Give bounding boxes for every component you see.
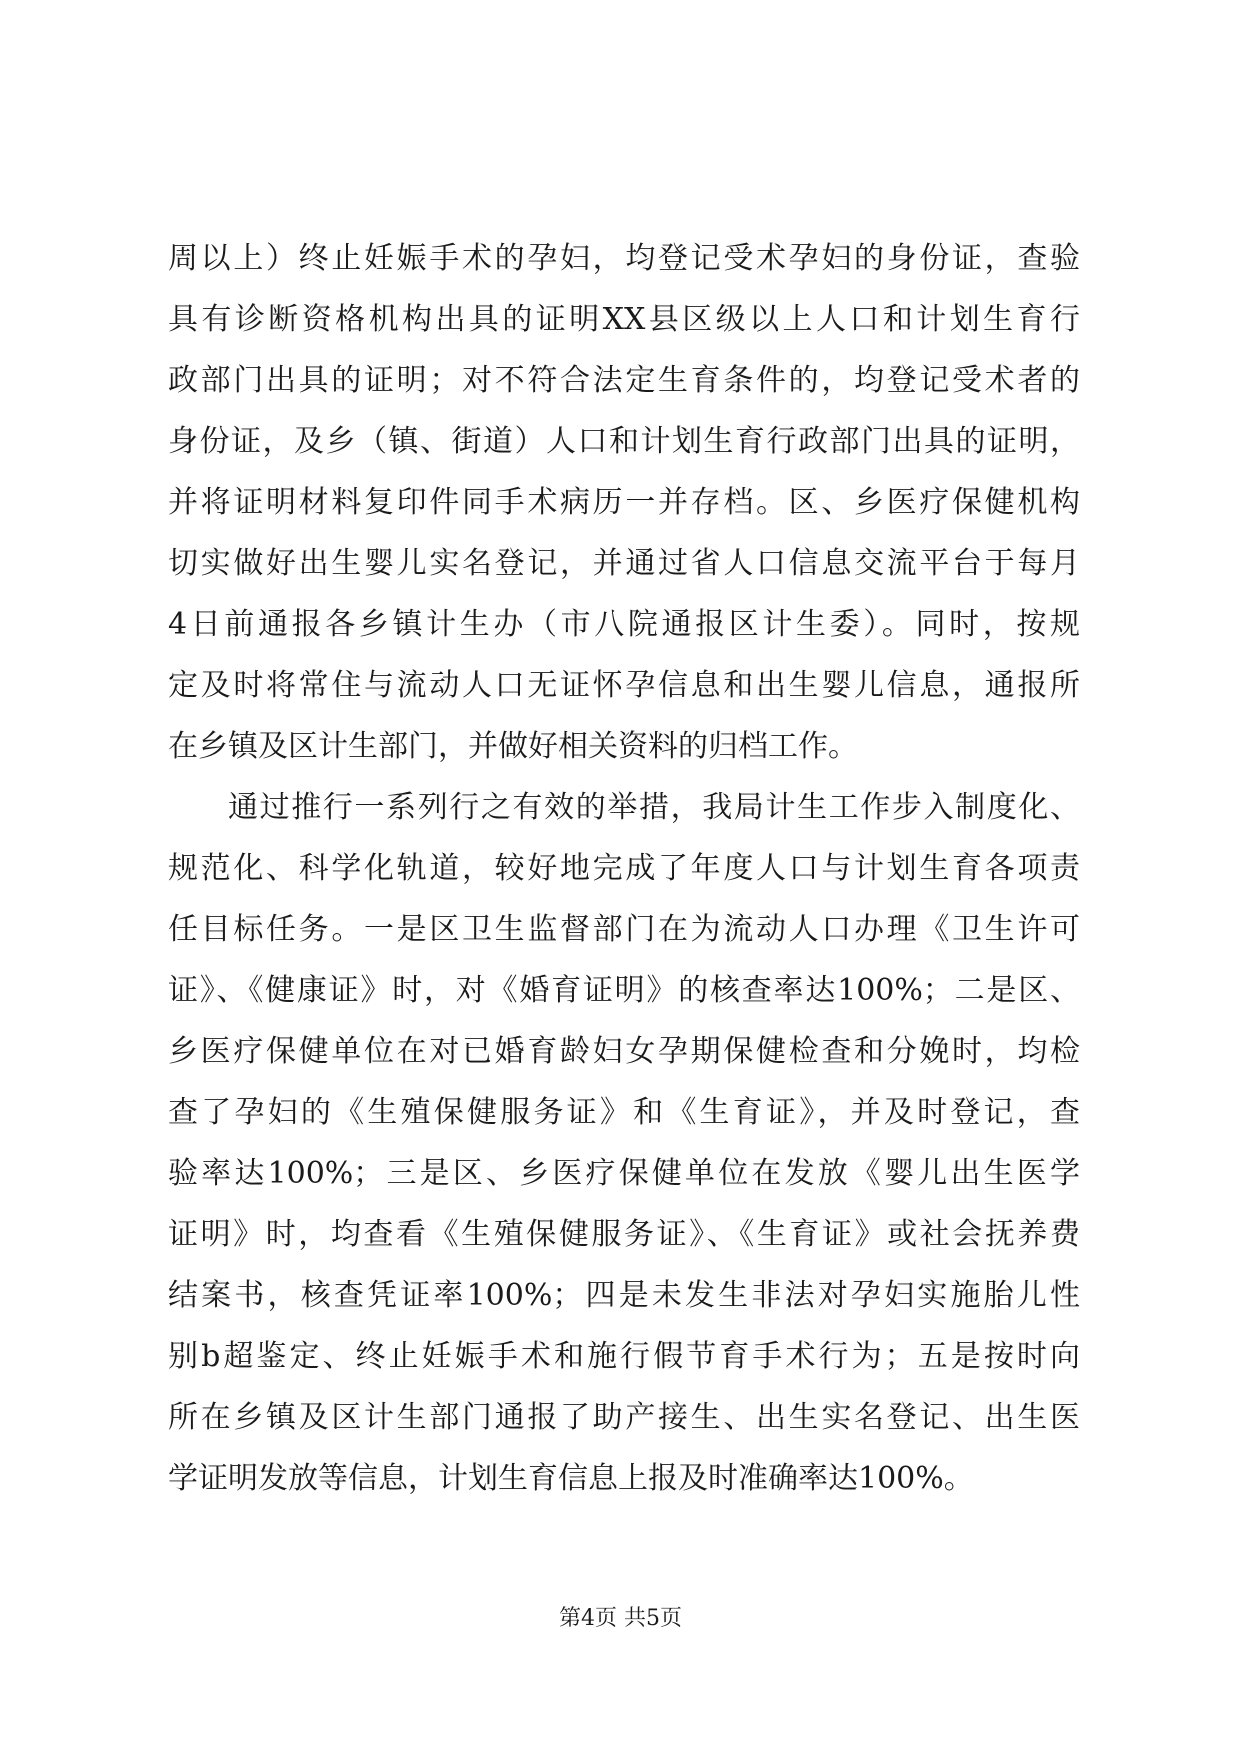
text-line: 并将证明材料复印件同手术病历一并存档。区、乡医疗保健机构 [168, 485, 1080, 520]
text-line: 任目标任务。一是区卫生监督部门在为流动人口办理《卫生许可 [168, 912, 1080, 947]
text-line: 定及时将常住与流动人口无证怀孕信息和出生婴儿信息，通报所 [168, 668, 1080, 703]
text-line: 周以上）终止妊娠手术的孕妇，均登记受术孕妇的身份证，查验 [168, 241, 1080, 276]
text-line: 切实做好出生婴儿实名登记，并通过省人口信息交流平台于每月 [168, 546, 1080, 581]
text-line: 乡医疗保健单位在对已婚育龄妇女孕期保健检查和分娩时，均检 [168, 1034, 1080, 1069]
text-line: 身份证，及乡（镇、街道）人口和计划生育行政部门出具的证明， [168, 424, 1080, 459]
text-line: 规范化、科学化轨道，较好地完成了年度人口与计划生育各项责 [168, 851, 1080, 886]
text-line: 证明》时，均查看《生殖保健服务证》、《生育证》或社会抚养费 [168, 1217, 1080, 1252]
page-footer [0, 1604, 1241, 1634]
text-line: 所在乡镇及区计生部门通报了助产接生、出生实名登记、出生医 [168, 1400, 1080, 1435]
paragraph-1 [168, 228, 1080, 777]
text-line: 学证明发放等信息，计划生育信息上报及时准确率达100%。 [168, 1461, 974, 1496]
text-line: 证》、《健康证》时，对《婚育证明》的核查率达100%；二是区、 [168, 973, 1080, 1008]
text-line: 验率达100%；三是区、乡医疗保健单位在发放《婴儿出生医学 [168, 1156, 1080, 1191]
text-line: 结案书，核查凭证率100%；四是未发生非法对孕妇实施胎儿性 [168, 1278, 1080, 1313]
page-number-label: 第4页 共5页 [559, 1606, 682, 1631]
text-line: 在乡镇及区计生部门，并做好相关资料的归档工作。 [168, 729, 858, 764]
text-line: 政部门出具的证明；对不符合法定生育条件的，均登记受术者的 [168, 363, 1080, 398]
text-line: 4日前通报各乡镇计生办（市八院通报区计生委）。同时，按规 [168, 607, 1080, 642]
body-text [168, 228, 1080, 1509]
text-line: 通过推行一系列行之有效的举措，我局计生工作步入制度化、 [228, 790, 1080, 825]
text-line: 别b超鉴定、终止妊娠手术和施行假节育手术行为；五是按时向 [168, 1339, 1080, 1374]
paragraph-2 [168, 777, 1080, 1509]
text-line: 查了孕妇的《生殖保健服务证》和《生育证》，并及时登记，查 [168, 1095, 1080, 1130]
text-line: 具有诊断资格机构出具的证明XX县区级以上人口和计划生育行 [168, 302, 1080, 337]
